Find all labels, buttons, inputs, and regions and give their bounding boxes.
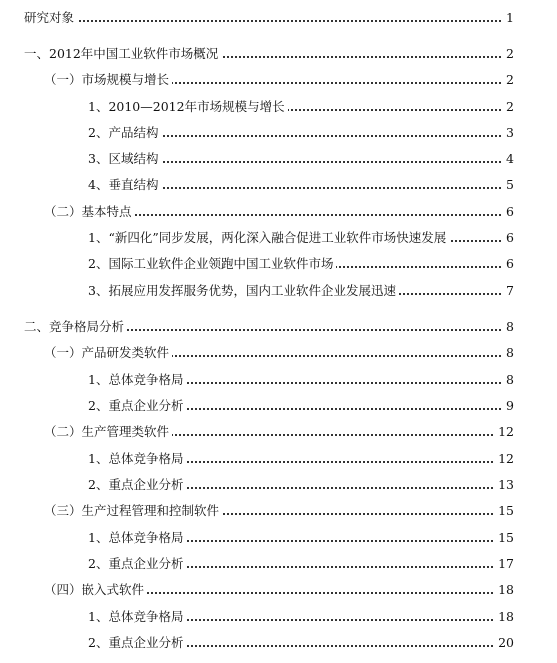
toc-entry[interactable] [0, 528, 557, 548]
toc-entry[interactable] [0, 149, 557, 169]
toc-entry[interactable] [0, 228, 557, 248]
toc-entry-title: （三）生产过程管理和控制软件 [44, 501, 222, 521]
toc-entry-page: 3 [501, 123, 514, 143]
toc-entry[interactable] [0, 202, 557, 222]
toc-entry[interactable] [0, 554, 557, 574]
toc-entry-page: 20 [495, 633, 514, 653]
toc-entry-title: 2、重点企业分析 [88, 475, 186, 495]
toc-entry-page: 6 [501, 228, 514, 248]
toc-entry-title: 2、国际工业软件企业领跑中国工业软件市场 [88, 254, 336, 274]
toc-entry-title: 1、总体竞争格局 [88, 607, 186, 627]
toc-entry-page: 4 [501, 149, 514, 169]
toc-entry-title: 1、2010—2012年市场规模与增长 [88, 97, 288, 117]
toc-entry-page: 17 [495, 554, 514, 574]
toc-entry[interactable] [0, 580, 557, 600]
toc-entry[interactable] [0, 343, 557, 363]
toc-entry-page: 6 [501, 254, 514, 274]
toc-entry-title: 3、拓展应用发挥服务优势，国内工业软件企业发展迅速 [88, 281, 399, 301]
toc-entry[interactable] [0, 97, 557, 117]
toc-entry[interactable] [0, 607, 557, 627]
toc-entry-title: 1、“新四化”同步发展，两化深入融合促进工业软件市场快速发展 [88, 228, 449, 248]
toc-entry-page: 8 [501, 343, 514, 363]
toc-entry[interactable] [0, 281, 557, 301]
toc-entry-page: 2 [501, 44, 514, 64]
toc-entry-page: 1 [501, 8, 514, 28]
toc-entry-page: 6 [501, 202, 514, 222]
toc-entry[interactable] [0, 370, 557, 390]
toc-entry-title: 二、竞争格局分析 [24, 317, 127, 337]
toc-entry[interactable] [0, 254, 557, 274]
toc-entry-title: 2、重点企业分析 [88, 396, 186, 416]
toc-entry-title: （一）产品研发类软件 [44, 343, 172, 363]
toc-entry-title: （二）基本特点 [44, 202, 135, 222]
toc-entry[interactable] [0, 396, 557, 416]
toc-entry-title: （一）市场规模与增长 [44, 70, 172, 90]
toc-entry-title: 1、总体竞争格局 [88, 449, 186, 469]
toc-entry-title: （二）生产管理类软件 [44, 422, 172, 442]
toc-entry[interactable] [0, 317, 557, 337]
toc-entry-title: 研究对象 [24, 8, 77, 28]
toc-entry[interactable] [0, 501, 557, 521]
toc-entry[interactable] [0, 175, 557, 195]
toc-entry-title: 3、区域结构 [88, 149, 161, 169]
toc-entry-page: 5 [501, 175, 514, 195]
toc-entry[interactable] [0, 70, 557, 90]
toc-entry-page: 7 [501, 281, 514, 301]
toc-entry-page: 8 [501, 317, 514, 337]
dot-leader [24, 20, 509, 22]
toc-entry-page: 2 [501, 70, 514, 90]
toc-entry-page: 9 [501, 396, 514, 416]
toc-entry[interactable] [0, 44, 557, 64]
toc-entry[interactable] [0, 475, 557, 495]
toc-entry[interactable] [0, 449, 557, 469]
toc-entry-title: 2、产品结构 [88, 123, 161, 143]
toc-entry[interactable] [0, 633, 557, 653]
toc-entry-page: 15 [495, 528, 514, 548]
toc-entry-page: 8 [501, 370, 514, 390]
toc-entry-title: 4、垂直结构 [88, 175, 161, 195]
toc-entry[interactable] [0, 123, 557, 143]
toc-entry-page: 15 [495, 501, 514, 521]
toc-entry-title: 1、总体竞争格局 [88, 370, 186, 390]
toc-entry-page: 13 [495, 475, 514, 495]
toc-entry-page: 18 [495, 580, 514, 600]
toc-entry-page: 18 [495, 607, 514, 627]
toc-entry-title: 1、总体竞争格局 [88, 528, 186, 548]
toc-entry-title: 一、2012年中国工业软件市场概况 [24, 44, 221, 64]
toc-entry[interactable] [0, 8, 557, 28]
toc-entry-title: 2、重点企业分析 [88, 554, 186, 574]
toc-entry-page: 12 [495, 422, 514, 442]
toc-entry[interactable] [0, 422, 557, 442]
toc-entry-title: （四）嵌入式软件 [44, 580, 147, 600]
toc-entry-page: 12 [495, 449, 514, 469]
toc-entry-title: 2、重点企业分析 [88, 633, 186, 653]
toc-entry-page: 2 [501, 97, 514, 117]
